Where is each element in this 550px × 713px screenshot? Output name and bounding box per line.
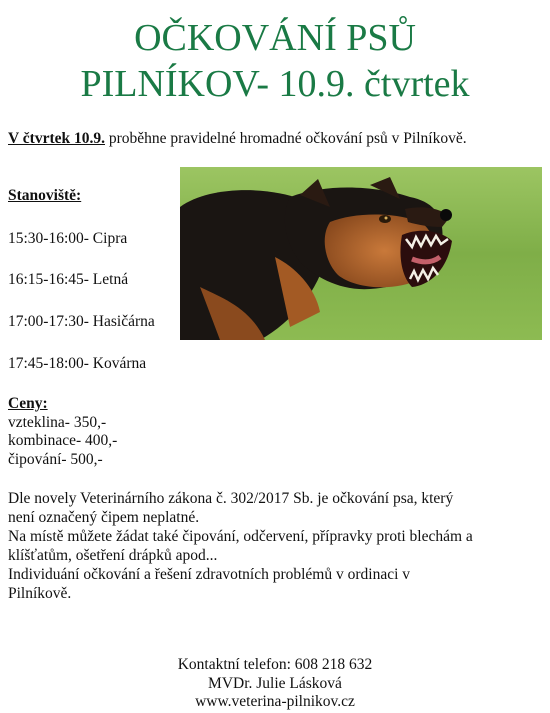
station-item: 16:15-16:45- Letná	[8, 271, 129, 288]
prices-heading: Ceny:	[8, 395, 48, 412]
contact-doctor: MVDr. Julie Lásková	[208, 675, 342, 692]
angry-dog-photo	[180, 167, 542, 340]
price-item: čipování- 500,-	[8, 451, 103, 468]
note-line: Dle novely Veterinárního zákona č. 302/2017 Sb. je očkování psa, který	[8, 490, 454, 507]
station-item: 17:00-17:30- Hasičárna	[8, 313, 155, 330]
title-line-2: PILNÍKOV- 10.9. čtvrtek	[80, 63, 470, 105]
title-line-1: OČKOVÁNÍ PSŮ	[134, 17, 416, 59]
note-line: klíšťatům, ošetření drápků apod...	[8, 547, 218, 564]
intro-paragraph	[8, 129, 467, 148]
intro-date: V čtvrtek 10.9.	[8, 130, 105, 147]
note-line: Individuání očkování a řešení zdravotních problémů v ordinaci v	[8, 566, 411, 583]
note-line: Pilníkově.	[8, 585, 72, 602]
price-item: vzteklina- 350,-	[8, 414, 107, 431]
contact-website: www.veterina-pilnikov.cz	[195, 693, 355, 710]
note-line: není označený čipem neplatné.	[8, 509, 200, 526]
price-item: kombinace- 400,-	[8, 432, 118, 449]
station-item: 17:45-18:00- Kovárna	[8, 355, 147, 372]
note-line: Na místě můžete žádat také čipování, odčervení, přípravky proti blechám a	[8, 528, 473, 545]
intro-text: proběhne pravidelné hromadné očkování psů v Pilníkově.	[105, 130, 467, 147]
stations-heading: Stanoviště:	[8, 187, 82, 204]
contact-phone: Kontaktní telefon: 608 218 632	[177, 656, 373, 673]
station-item: 15:30-16:00- Cipra	[8, 230, 128, 247]
